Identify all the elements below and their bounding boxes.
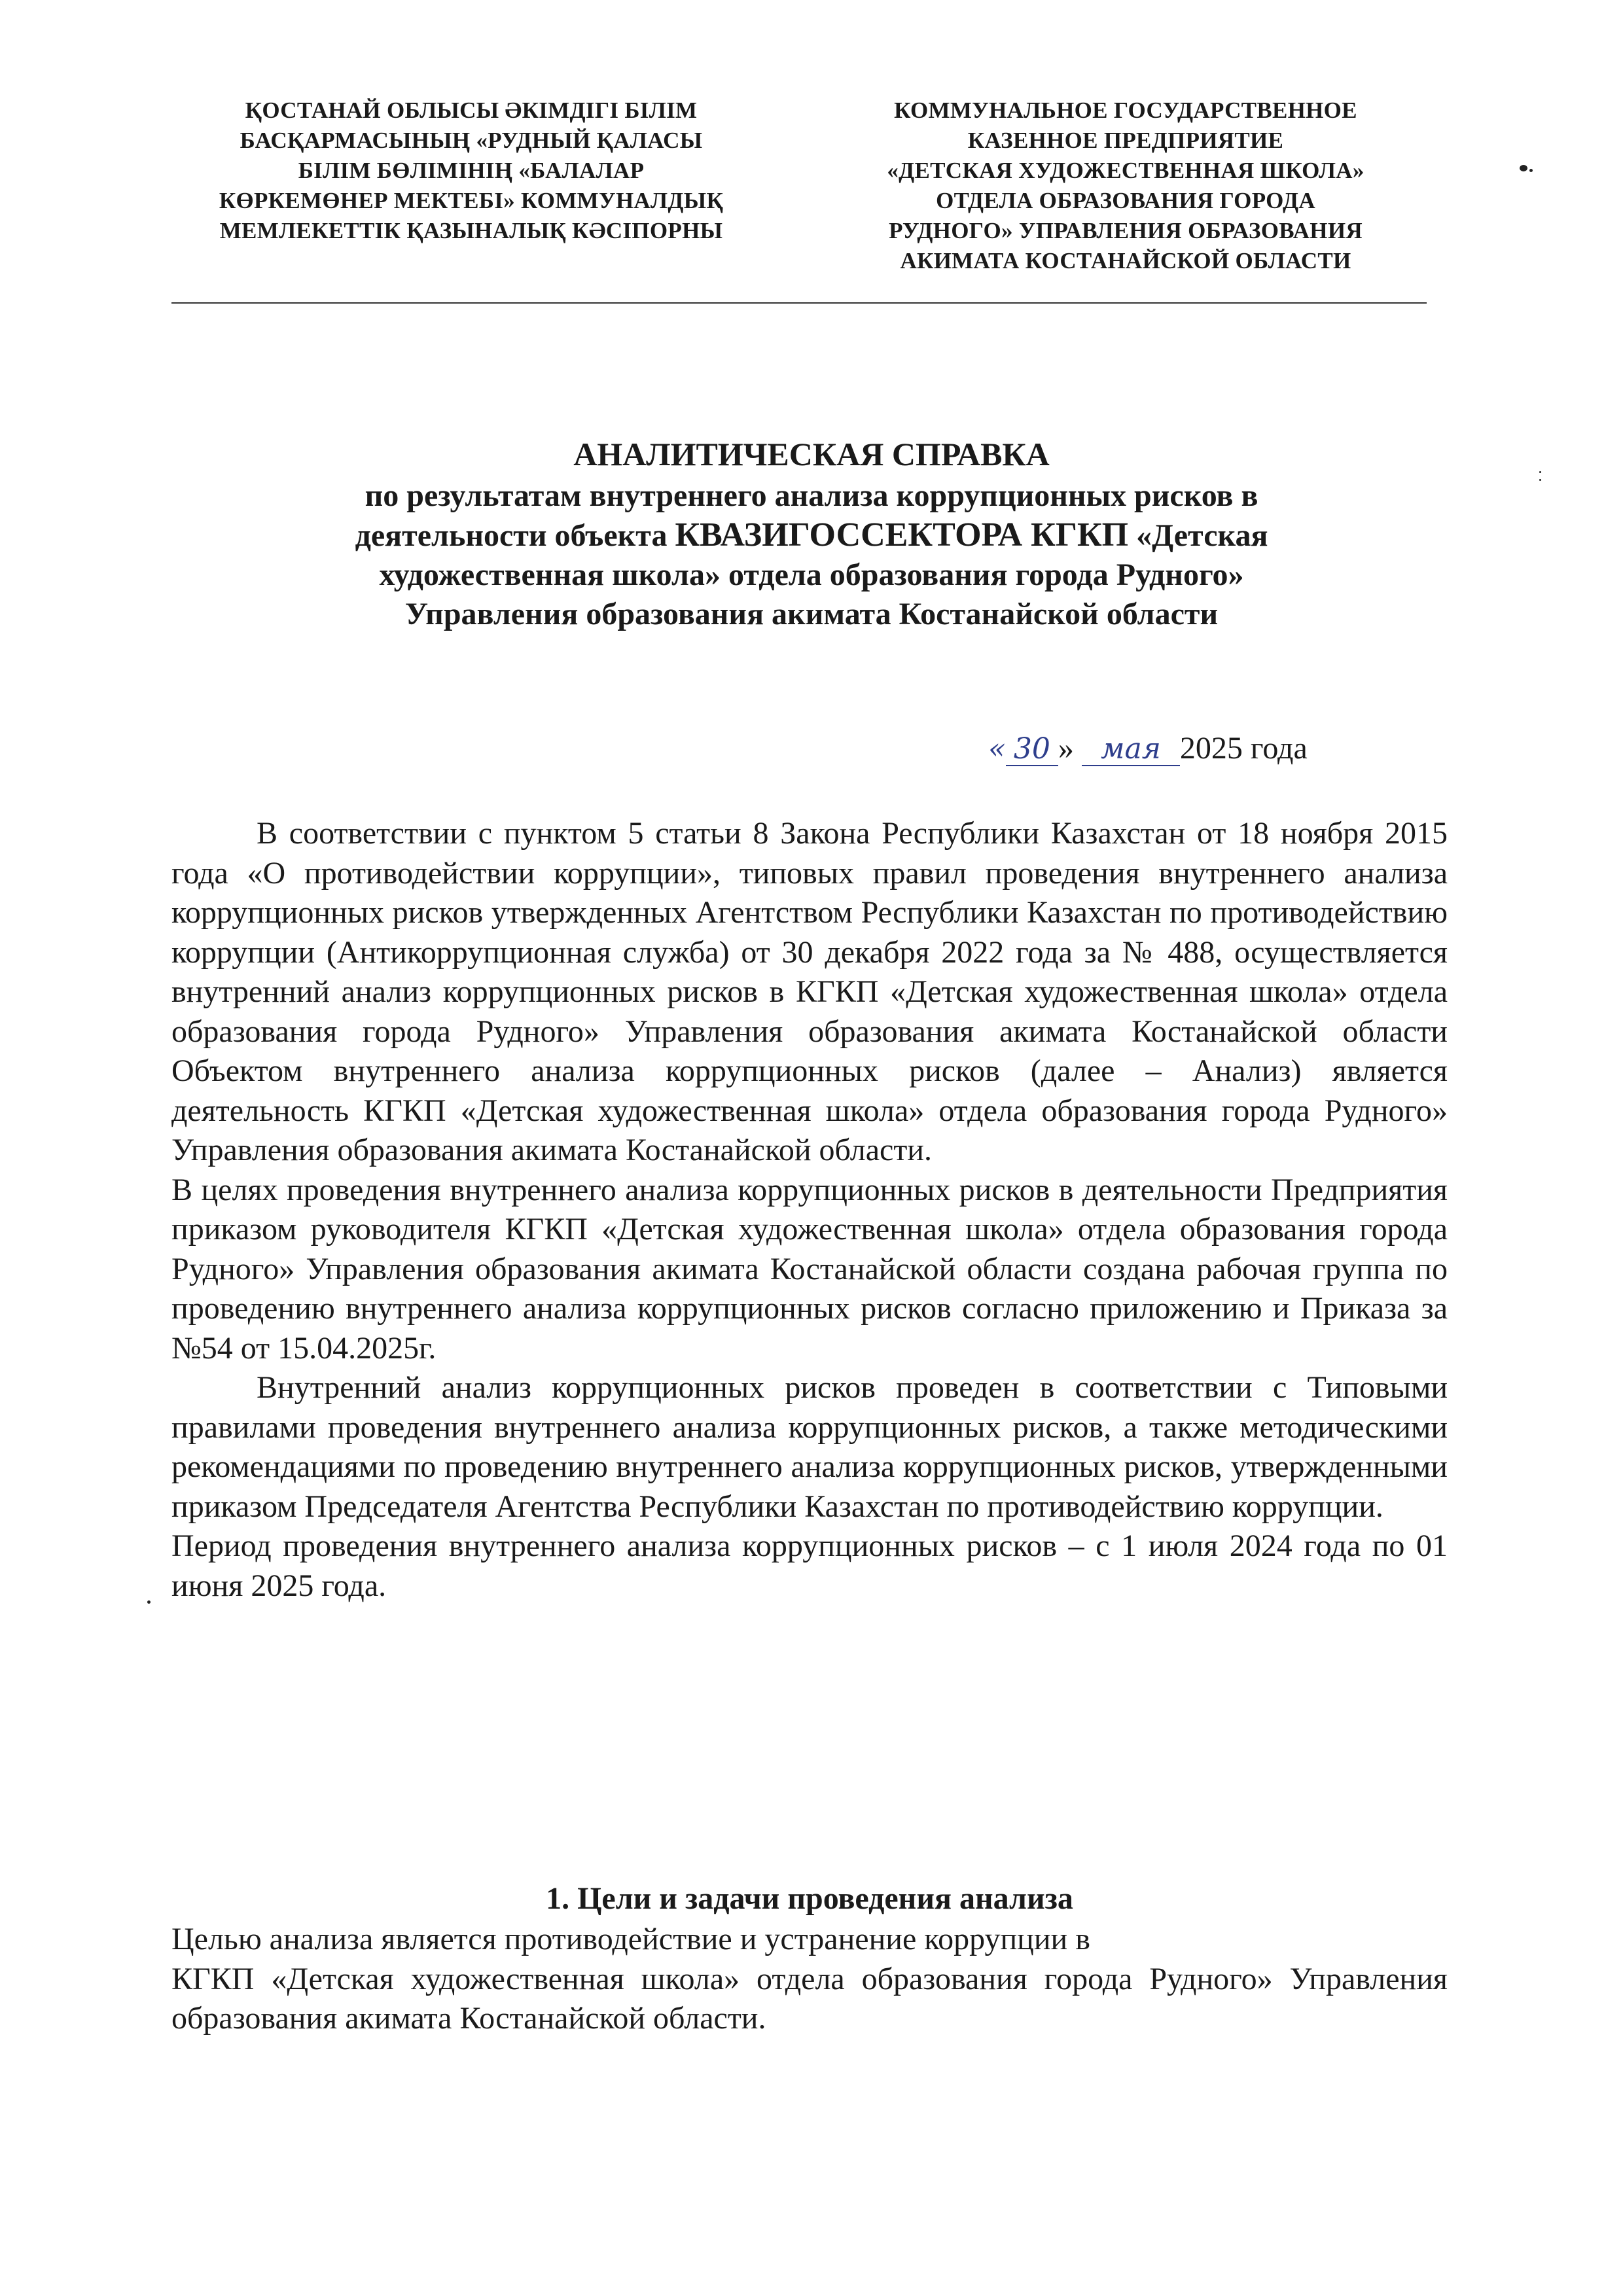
section-heading: 1. Цели и задачи проведения анализа <box>546 1881 1073 1916</box>
section-paragraph: КГКП «Детская художественная школа» отдела образования города Рудного» Управления образования акимата Костанайской области. <box>171 1961 1448 2036</box>
body-paragraph: В целях проведения внутреннего анализа коррупционных рисков в деятельности Предприятия приказом руководителя КГКП «Детская художественная школа» отдела образования города Рудного» Управления образования акимата Костанайской области создана рабочая группа по проведению внутреннего анализа коррупционных рисков согласно приложению и Приказа за №54 от 15.04.2025г. <box>171 1172 1448 1366</box>
title-line-emphasis: КВАЗИГОССЕКТОРА КГКП <box>675 516 1129 554</box>
scan-speck <box>1529 169 1533 172</box>
body-paragraph: Период проведения внутреннего анализа коррупционных рисков – с 1 июля 2024 года по 01 июня 2025 года. <box>171 1528 1448 1603</box>
document-date <box>988 728 1394 773</box>
header-left-line: БІЛІМ БӨЛІМІНІҢ «БАЛАЛАР <box>298 158 645 183</box>
date-close-quote: » <box>1058 731 1074 766</box>
header-russian-organization <box>831 96 1420 276</box>
header-right-line: РУДНОГО» УПРАВЛЕНИЯ ОБРАЗОВАНИЯ <box>889 218 1363 243</box>
header-right-line: ОТДЕЛА ОБРАЗОВАНИЯ ГОРОДА <box>936 188 1315 213</box>
header-left-line: ҚОСТАНАЙ ОБЛЫСЫ ӘКІМДІГІ БІЛІМ <box>245 97 698 123</box>
scan-speck <box>1539 479 1541 481</box>
date-year: 2025 года <box>1179 731 1308 766</box>
date-day-underline <box>1006 765 1058 766</box>
header-right-line: КОММУНАЛЬНОЕ ГОСУДАРСТВЕННОЕ <box>894 97 1357 123</box>
title-line: Управления образования акимата Костанайской области <box>404 597 1219 631</box>
date-month-underline <box>1082 765 1180 766</box>
section-body <box>171 1920 1448 2039</box>
body-paragraph: Внутренний анализ коррупционных рисков проведен в соответствии с Типовыми правилами проведения внутреннего анализа коррупционных рисков, а также методическими рекомендациями по проведению внутреннего анализа коррупционных рисков, утвержденными приказом Председателя Агентства Республики Казахстан по противодействию коррупции. <box>171 1370 1448 1524</box>
header-kazakh-organization <box>177 96 766 246</box>
body-paragraph: В соответствии с пунктом 5 статьи 8 Закона Республики Казахстан от 18 ноября 2015 года «О противодействии коррупции», типовых правил проведения внутреннего анализа коррупционных рисков утвержденных Агентством Республики Казахстан по противодействию коррупции (Антикоррупционная служба) от 30 декабря 2022 года за № 488, осуществляется внутренний анализ коррупционных рисков в КГКП «Детская художественная школа» отдела образования города Рудного» Управления образования акимата Костанайской области Объектом внутреннего анализа коррупционных рисков (далее – Анализ) является деятельность КГКП «Детская художественная школа» отдела образования города Рудного» Управления образования акимата Костанайской области. <box>171 816 1448 1167</box>
scan-speck <box>147 1600 151 1604</box>
date-month-value: мая <box>1100 732 1161 766</box>
date-day-handwritten <box>1006 728 1058 770</box>
section-paragraph-first-line: Целью анализа является противодействие и устранение коррупции в <box>171 1922 1090 1956</box>
title-main: АНАЛИТИЧЕСКАЯ СПРАВКА <box>573 436 1050 472</box>
title-line-part: «Детская <box>1128 518 1268 553</box>
scan-speck <box>1539 471 1541 473</box>
header-left-line: МЕМЛЕКЕТТІК ҚАЗЫНАЛЫҚ КӘСІПОРНЫ <box>219 218 723 243</box>
scan-speck <box>1520 165 1527 171</box>
document-body <box>171 814 1448 1606</box>
date-day-value: 30 <box>1013 732 1050 766</box>
date-month-handwritten <box>1082 728 1180 770</box>
date-open-quote: « <box>988 732 1006 766</box>
header-divider <box>171 302 1427 304</box>
header-left-line: КӨРКЕМӨНЕР МЕКТЕБІ» КОММУНАЛДЫҚ <box>219 188 724 213</box>
title-line <box>249 516 1374 556</box>
title-line: художественная школа» отдела образования города Рудного» <box>379 557 1244 592</box>
header-right-line: АКИМАТА КОСТАНАЙСКОЙ ОБЛАСТИ <box>900 248 1351 274</box>
title-line: по результатам внутреннего анализа коррупционных рисков в <box>365 478 1258 513</box>
title-line-part: деятельности объекта <box>355 518 675 553</box>
header-left-line: БАСҚАРМАСЫНЫҢ «РУДНЫЙ ҚАЛАСЫ <box>240 128 703 153</box>
header-right-line: КАЗЕННОЕ ПРЕДПРИЯТИЕ <box>967 128 1284 153</box>
header-right-line: «ДЕТСКАЯ ХУДОЖЕСТВЕННАЯ ШКОЛА» <box>887 158 1364 183</box>
document-title <box>249 434 1374 634</box>
